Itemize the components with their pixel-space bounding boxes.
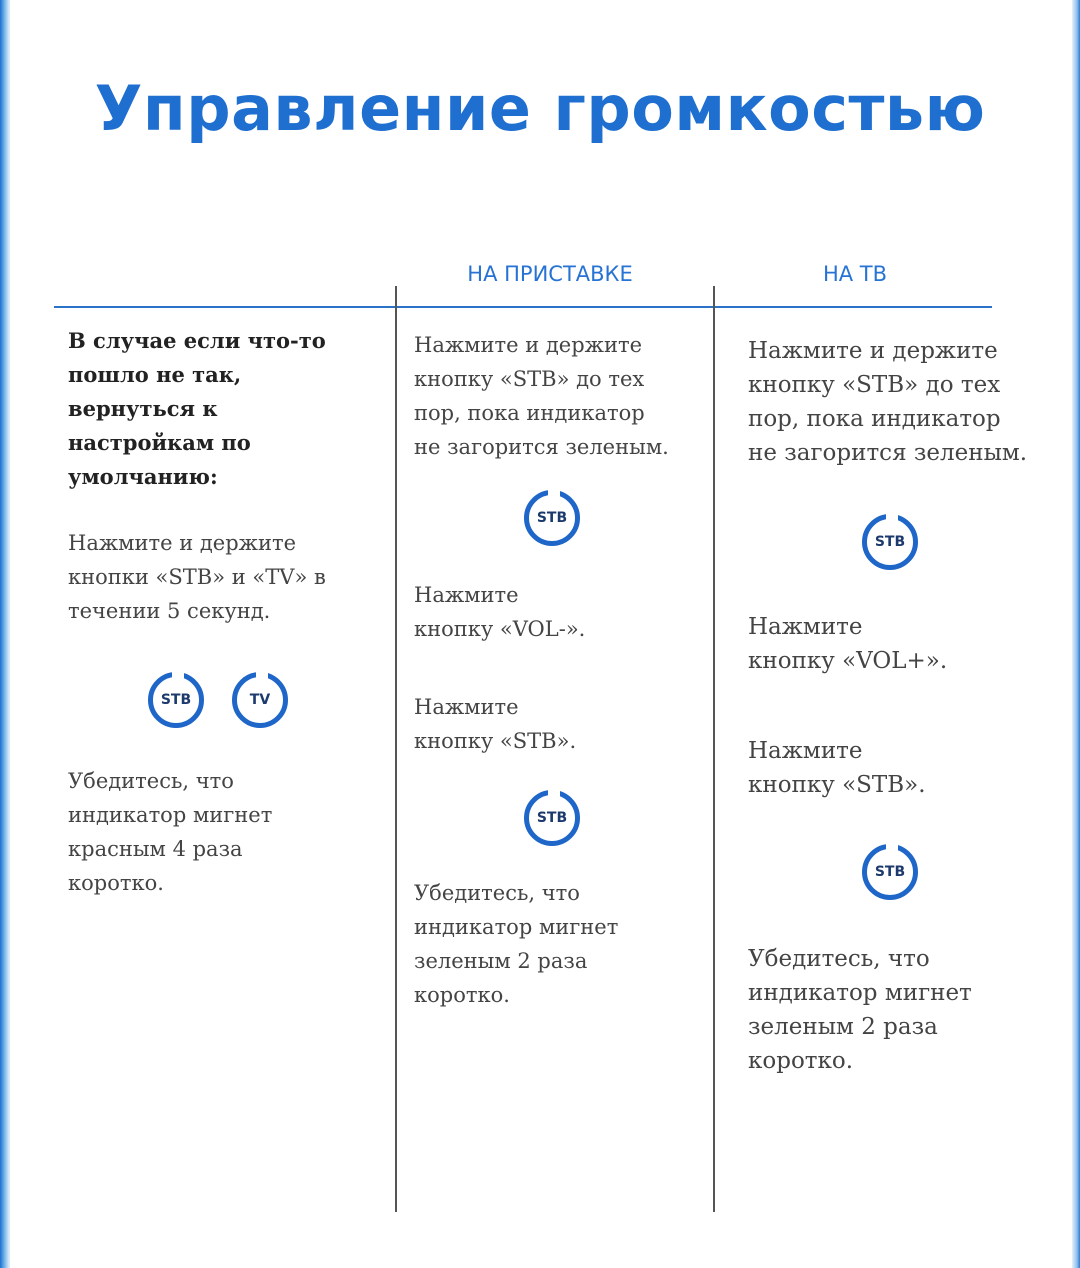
tv-step-2: Нажмите кнопку «VOL+».	[748, 614, 948, 674]
column-header-tv: НА ТВ	[822, 262, 888, 286]
stb-button-icon: STB	[862, 514, 918, 570]
header-divider	[54, 306, 992, 308]
stb-button-icon: STB	[524, 490, 580, 546]
stb-step-3: Нажмите кнопку «STB».	[414, 695, 577, 753]
stb-button-icon: STB	[148, 672, 204, 728]
stb-button-icon: STB	[862, 844, 918, 900]
column-divider-1	[395, 286, 397, 1212]
column-divider-2	[713, 286, 715, 1212]
page-title: Управление громкостью	[94, 72, 986, 145]
stb-result: Убедитесь, что индикатор мигнет зеленым 2 раза коротко.	[414, 881, 619, 1007]
right-edge-decoration	[1072, 0, 1080, 1268]
stb-step-1: Нажмите и держите кнопку «STB» до тех пор, пока индикатор не загорится зеленым.	[414, 333, 669, 459]
reset-result: Убедитесь, что индикатор мигнет красным 4 раза коротко.	[68, 769, 273, 895]
reset-step-1: Нажмите и держите кнопки «STB» и «TV» в течении 5 секунд.	[68, 531, 326, 623]
tv-button-icon: TV	[232, 672, 288, 728]
reset-note: В случае если что-то пошло не так, вернуться к настройкам по умолчанию:	[68, 328, 326, 489]
tv-result: Убедитесь, что индикатор мигнет зеленым 2 раза коротко.	[748, 946, 972, 1074]
stb-step-2: Нажмите кнопку «VOL-».	[414, 583, 586, 641]
left-edge-decoration	[0, 0, 10, 1268]
column-header-stb: НА ПРИСТАВКЕ	[467, 262, 633, 286]
stb-button-icon: STB	[524, 790, 580, 846]
tv-step-1: Нажмите и держите кнопку «STB» до тех пор, пока индикатор не загорится зеленым.	[748, 338, 1028, 466]
tv-step-3: Нажмите кнопку «STB».	[748, 738, 926, 798]
